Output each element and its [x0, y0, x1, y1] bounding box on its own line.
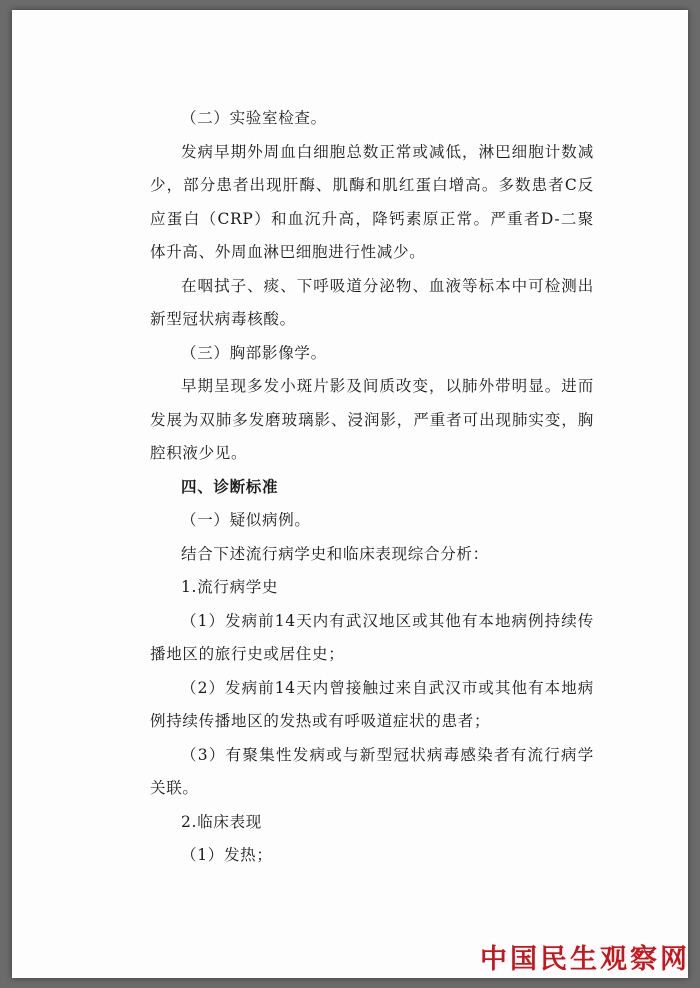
paragraph-clinical-heading: 2.临床表现: [181, 812, 262, 831]
paragraph-imaging-findings: 早期呈现多发小斑片影及间质改变，以肺外带明显。进而发展为双肺多发磨玻璃影、浸润影，严重者可出现肺实变，胸腔积液少见。: [150, 377, 594, 462]
paragraph-lab-heading: （二）实验室检查。: [181, 109, 327, 127]
paragraph-lab-findings: 发病早期外周血白细胞总数正常或减低，淋巴细胞计数减少，部分患者出现肝酶、肌酶和肌红蛋白增高。多数患者C反应蛋白（CRP）和血沉升高，降钙素原正常。严重者D-二聚体升高、外周血淋巴细胞进行性减少。: [150, 142, 594, 261]
watermark-logo: 中国民生观察网: [480, 944, 690, 975]
document-page: [12, 10, 688, 978]
paragraph-epi-item-1: （1）发病前14天内有武汉地区或其他有本地病例持续传播地区的旅行史或居住史；: [150, 611, 594, 663]
paragraph-epi-item-2: （2）发病前14天内曾接触过来自武汉市或其他有本地病例持续传播地区的发热或有呼吸道症状的患者；: [150, 678, 594, 730]
paragraph-epi-item-3: （3）有聚集性发病或与新型冠状病毒感染者有流行病学关联。: [150, 745, 594, 797]
paragraph-epi-history-heading: 1.流行病学史: [181, 578, 279, 596]
paragraph-suspected-intro: 结合下述流行病学史和临床表现综合分析：: [181, 544, 489, 563]
paragraph-nucleic-acid: 在咽拭子、痰、下呼吸道分泌物、血液等标本中可检测出新型冠状病毒核酸。: [150, 276, 594, 328]
paragraph-clinical-item-1: （1）发热；: [181, 846, 273, 864]
paragraph-suspected-heading: （一）疑似病例。: [181, 511, 311, 529]
document-body: [150, 102, 594, 873]
paragraph-imaging-heading: （三）胸部影像学。: [181, 343, 327, 362]
section-heading-diagnosis: 四、诊断标准: [181, 477, 279, 496]
